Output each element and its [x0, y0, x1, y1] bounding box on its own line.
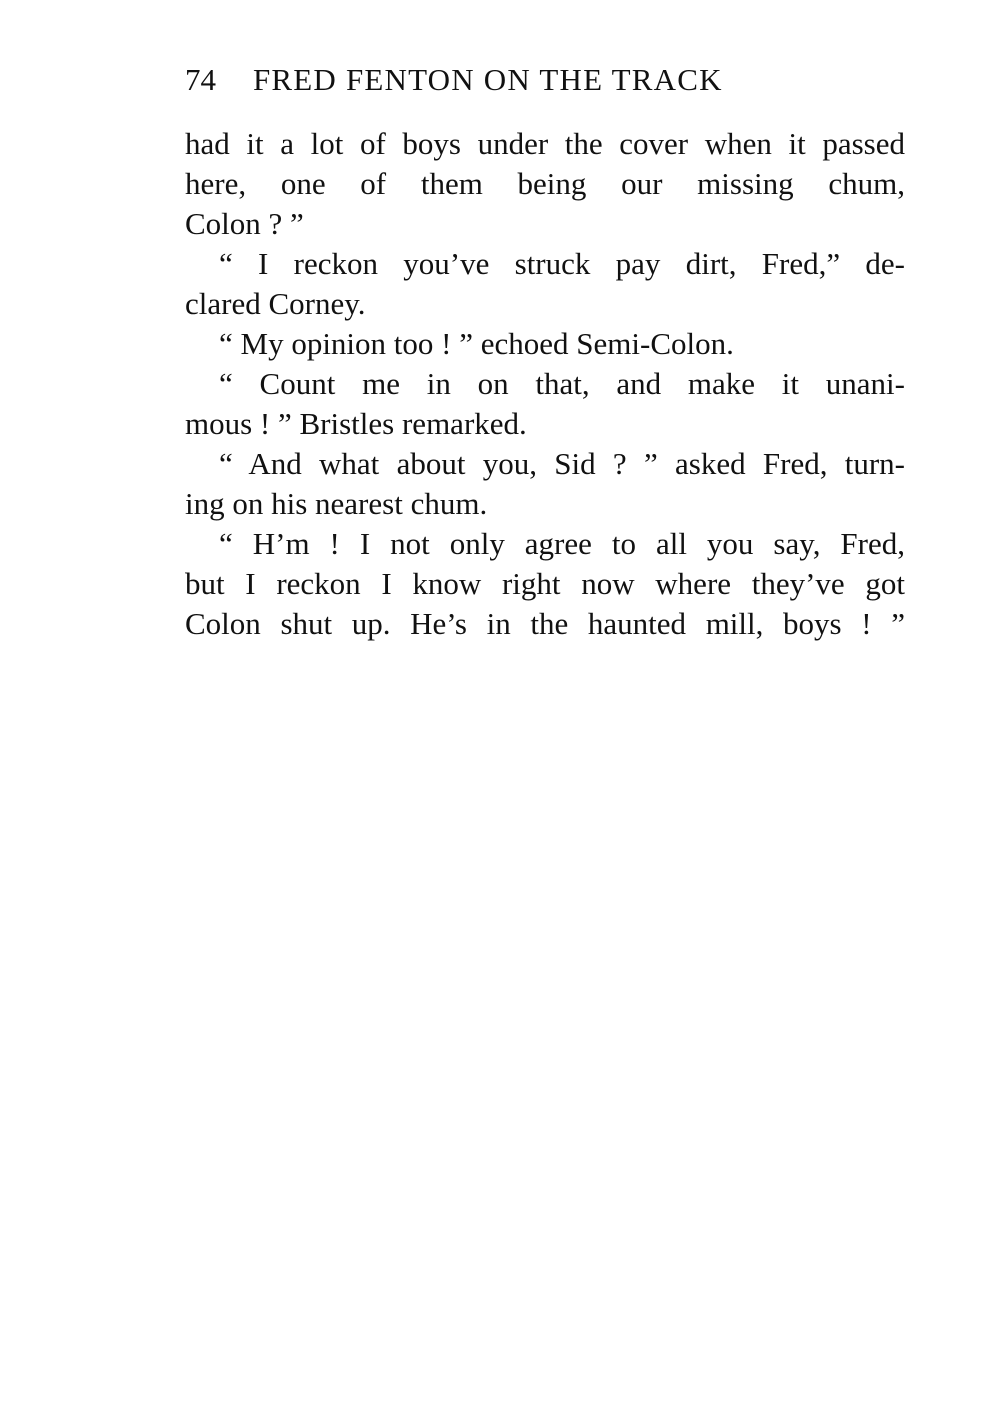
text-line: had it a lot of boys under the cover when it passed: [185, 126, 905, 161]
text-line: Colon ? ”: [185, 206, 304, 241]
paragraph-5: [185, 444, 905, 524]
text-line: ing on his nearest chum.: [185, 486, 488, 521]
running-head: [185, 58, 905, 102]
paragraph-6: [185, 524, 905, 644]
text-line: “ I reckon you’ve struck pay dirt, Fred,” de-: [219, 246, 905, 281]
paragraph-4: [185, 364, 905, 444]
page-number: 74: [185, 62, 216, 97]
text-line: Colon shut up. He’s in the haunted mill, boys ! ”: [185, 606, 905, 641]
text-line: “ My opinion too ! ” echoed Semi-Colon.: [219, 326, 734, 361]
text-line: “ And what about you, Sid ? ” asked Fred, turn-: [219, 446, 905, 481]
body-text: [185, 124, 905, 644]
text-line: here, one of them being our missing chum,: [185, 166, 905, 201]
paragraph-2: [185, 244, 905, 324]
running-title: FRED FENTON ON THE TRACK: [252, 62, 723, 97]
paragraph-1: [185, 124, 905, 244]
paragraph-3: [185, 324, 905, 364]
text-line: “ Count me in on that, and make it unani-: [219, 366, 905, 401]
text-line: clared Corney.: [185, 286, 366, 321]
text-line: mous ! ” Bristles remarked.: [185, 406, 527, 441]
text-line: “ H’m ! I not only agree to all you say, Fred,: [219, 526, 905, 561]
text-line: but I reckon I know right now where they’ve got: [185, 566, 905, 601]
